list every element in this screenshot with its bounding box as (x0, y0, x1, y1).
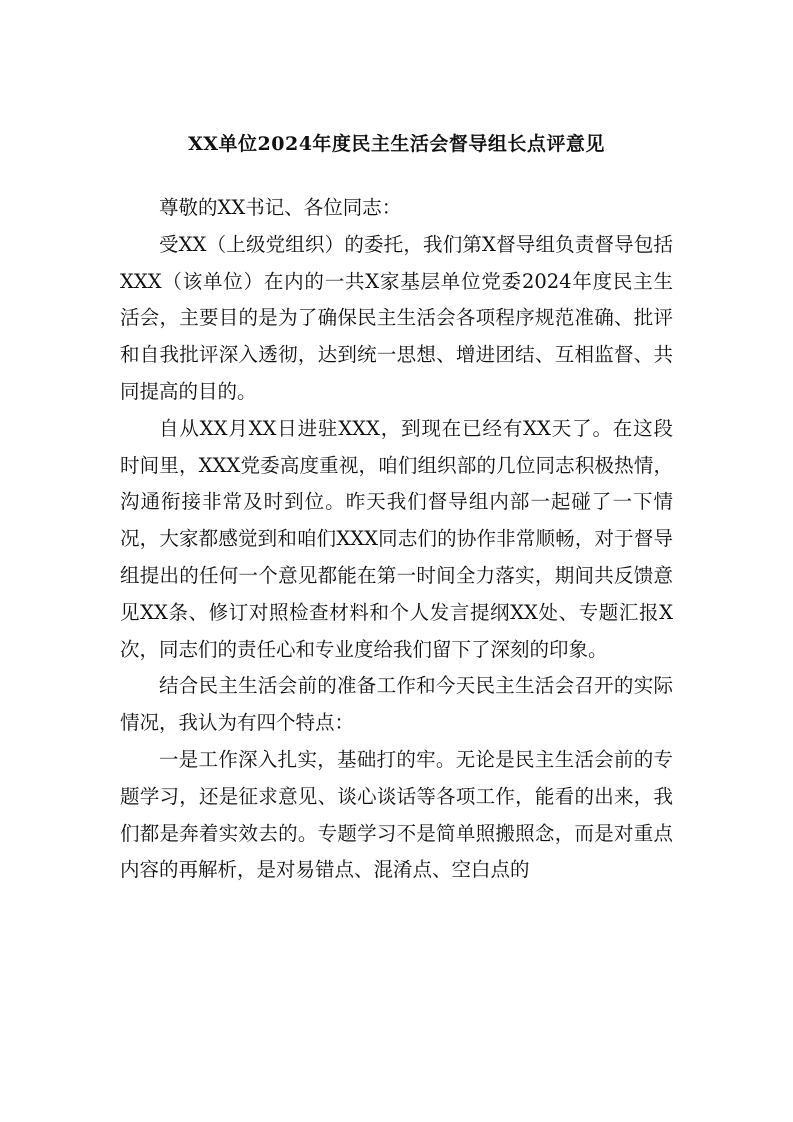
salutation-paragraph: 尊敬的XX书记、各位同志： (159, 196, 402, 219)
document-title: XX单位2024年度民主生活会督导组长点评意见 (188, 133, 605, 155)
body-paragraph-3: 结合民主生活会前的准备工作和今天民主生活会召开的实际情况，我认为有四个特点： (120, 674, 673, 735)
body-paragraph-2: 自从XX月XX日进驻XXX，到现在已经有XX天了。在这段时间里，XXX党委高度重视，咱们组织部的几位同志积极热情，沟通衔接非常及时到位。昨天我们督导组内部一起碰了一下情况，大家都感觉到和咱们XXX同志们的协作非常顺畅，对于督导组提出的任何一个意见都能在第一时间全力落实，期间共反馈意见XX条、修订对照检查材料和个人发言提纲XX处、专题汇报X次，同志们的责任心和专业度给我们留下了深刻的印象。 (120, 416, 673, 661)
document-body (120, 190, 673, 889)
body-paragraph-1: 受XX（上级党组织）的委托，我们第X督导组负责督导包括XXX（该单位）在内的一共X家基层单位党委2024年度民主生活会，主要目的是为了确保民主生活会各项程序规范准确、批评和自我批评深入透彻，达到统一思想、增进团结、互相监督、共同提高的目的。 (120, 232, 673, 403)
body-paragraph-4: 一是工作深入扎实，基础打的牢。无论是民主生活会前的专题学习，还是征求意见、谈心谈话等各项工作，能看的出来，我们都是奔着实效去的。专题学习不是简单照搬照念，而是对重点内容的再解析，是对易错点、混淆点、空白点的 (120, 747, 673, 882)
